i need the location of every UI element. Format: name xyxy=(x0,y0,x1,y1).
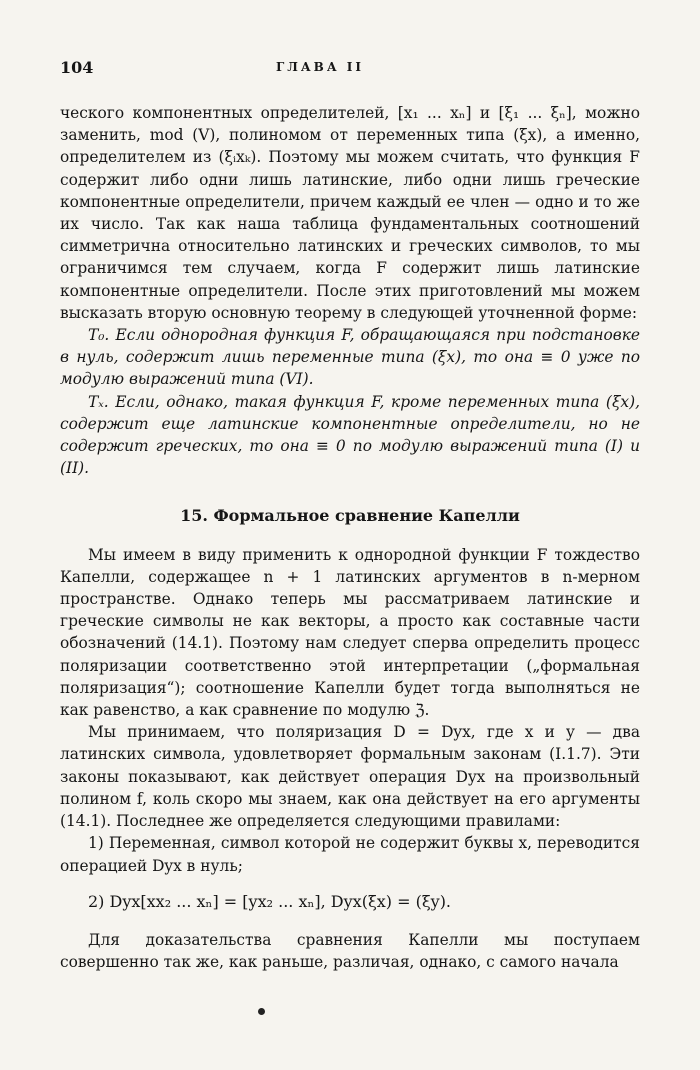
paragraph-polarization: Мы принимаем, что поляризация D = Dyx, где x и y — два латинских символа, удовлетворяет формальным законам (I.1.7). Эти законы показывают, как действует операция Dyx на произвольный полином f, коль скоро мы знаем, как она действует на его аргументы (14.1). Последнее же определяется следующими правилами: xyxy=(60,723,640,831)
rule-1: 1) Переменная, символ которой не содержит буквы x, переводится операцией Dyx в нуль; xyxy=(60,834,640,875)
ink-dot xyxy=(258,1008,265,1015)
page-number: 104 xyxy=(60,58,94,77)
section-title: 15. Формальное сравнение Капелли xyxy=(180,506,520,526)
page-body xyxy=(60,102,640,973)
rule-2-formula: 2) Dyx[xx₂ ... xₙ] = [yx₂ ... xₙ], Dyx(ξx) = (ξy). xyxy=(88,891,452,911)
paragraph-proof: Для доказательства сравнения Капелли мы поступаем совершенно так же, как раньше, различая, однако, с самого начала xyxy=(60,930,640,972)
theorem-tx: Tₓ. Если, однако, такая функция F, кроме переменных типа (ξx), содержит еще латинские компонентные определители, но не содержит греческих, то она ≡ 0 по модулю выражений типа (I) и (II). xyxy=(60,392,640,478)
theorem-t0: T₀. Если однородная функция F, обращающаяся при подстановке в нуль, содержит лишь переменные типа (ξx), то она ≡ 0 уже по модулю выражений типа (VI). xyxy=(60,326,640,389)
paragraph-continuation: ческого компонентных определителей, [x₁ ... xₙ] и [ξ₁ ... ξₙ], можно заменить, mod (V), полиномом от переменных типа (ξx), а именно, определителем из (ξᵢxₖ). Поэтому мы можем считать, что функция F содержит либо одни лишь латинские, либо одни лишь греческие компонентные определители, причем каждый ее член — одно и то же их число. Так как наша таблица фундаментальных соотношений симметрична относительно латинских и греческих символов, то мы ограничимся тем случаем, когда F содержит лишь латинские компонентные определители. После этих приготовлений мы можем высказать вторую основную теорему в следующей уточненной форме: xyxy=(60,104,640,322)
running-head: ГЛАВА II xyxy=(276,60,364,74)
paragraph-capelli-intro: Мы имеем в виду применить к однородной функции F тождество Капелли, содержащее n + 1 латинских аргументов в n-мерном пространстве. Однако теперь мы рассматриваем латинские и греческие символы не как векторы, а просто как составные части обозначений (14.1). Поэтому нам следует сперва определить процесс поляризации соответственно этой интерпретации („формальная поляризация“); соотношение Капелли будет тогда выполняться не как равенство, а как сравнение по модулю ℨ. xyxy=(60,545,640,720)
